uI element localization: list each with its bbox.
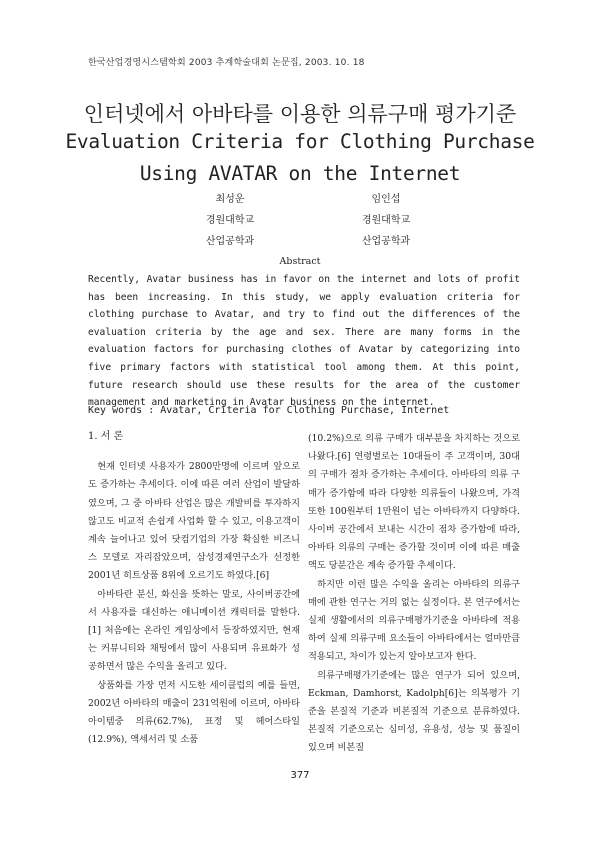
author-department: 산업공학과 xyxy=(361,236,411,247)
title-english-line2: Using AVATAR on the Internet xyxy=(139,162,461,185)
paragraph: 하지만 이런 많은 수익을 올리는 아바타의 의류구매에 관한 연구는 거의 없는 실정이다. 본 연구에서는 실제 생활에서의 의류구매평가기준을 아바타에 적용하여 실제 의류구매 요소들이 아바타에서는 얼마만큼 적용되고, 차이가 있는지 알아보고자 한다. xyxy=(308,578,520,663)
page-number: 377 xyxy=(290,770,310,781)
author-name: 임인섭 xyxy=(371,194,401,205)
paragraph: 현재 인터넷 사용자가 2800만명에 이르며 앞으로도 증가하는 추세이다. 이에 따른 여러 산업이 발달하였으며, 그 중 아바타 산업은 많은 개발비를 투자하지 않고도 비교적 손쉽게 사업화 할 수 있고, 이용고객이 계속 늘어나고 있어 닷컴기업의 가장 확실한 비즈니스 모델로 자리잡았으며, 삼성경제연구소가 선정한 2001년 히트상품 8위에 오르기도 하였다.[6] xyxy=(88,461,300,582)
right-column xyxy=(308,430,520,758)
author-block-2 xyxy=(316,189,456,252)
paragraph: 의류구매평가기준에는 많은 연구가 되어 있으며, Eckman, Damhorst, Kadolph[6]는 의복평가 기준을 본질적 기준과 비본질적 기준으로 분류하였다. 본질적 기준으로는 심미성, 유용성, 성능 및 품질이 있으며 비본질 xyxy=(308,669,520,754)
paragraph: 아바타란 분신, 화신을 뜻하는 말로, 사이버공간에서 사용자를 대신하는 애니메이션 캐릭터를 말한다.[1] 처음에는 온라인 게임상에서 등장하였지만, 현재는 커뮤니티와 채팅에서 많이 사용되며 유료화가 성공하면서 많은 수익을 올리고 있다. xyxy=(88,588,300,673)
paragraph: 상품화를 가장 먼저 시도한 세이클럽의 예를 들면, 2002년 아바타의 매출이 231억원에 이르며, 아바타 아이템중 의류(62.7%), 표정 및 헤어스타일(12.9%), 액세서리 및 소품 xyxy=(88,679,300,746)
left-column xyxy=(88,428,300,749)
author-name: 최성운 xyxy=(215,194,245,205)
paragraph: (10.2%)으로 의류 구매가 대부분을 차지하는 것으로 나왔다.[6] 연령별로는 10대들이 주 고객이며, 30대의 구매가 점차 증가하는 추세이다. 아바타의 의류 구매가 증가함에 따라 다양한 의류들이 나왔으며, 가격 또한 100원부터 1만원이 넘는 아바타까지 다양하다. 사이버 공간에서 보내는 시간이 점차 증가함에 따라, 아바타 의류의 구매는 증가할 것이며 이에 따른 매출액도 당분간은 계속 증가할 추세이다. xyxy=(308,433,520,572)
section-heading: 1. 서 론 xyxy=(88,431,124,442)
abstract-text: Recently, Avatar business has in favor on the internet and lots of profit has been increasing. In this study, we apply evaluation criteria for clothing purchase to Avatar, and try to find out the differences of the evaluation criteria by the age and sex. There are many forms in the evaluation factors for purchasing clothes of Avatar by categorizing into five primary factors with statistical tool among them. At this point, future research should use these results for the area of the customer management and marketing in Avatar business on the internet. xyxy=(88,274,520,409)
author-block-1 xyxy=(160,189,300,252)
author-university: 경원대학교 xyxy=(205,215,255,226)
title-korean: 인터넷에서 아바타를 이용한 의류구매 평가기준 xyxy=(83,102,517,126)
running-header: 한국산업경영시스템학회 2003 추계학술대회 논문집, 2003. 10. 18 xyxy=(88,58,365,68)
title-english-line1: Evaluation Criteria for Clothing Purchase xyxy=(65,130,535,153)
author-university: 경원대학교 xyxy=(361,215,411,226)
abstract-body xyxy=(88,271,520,412)
abstract-heading: Abstract xyxy=(279,256,321,267)
keywords: Key words : Avatar, Criteria for Clothing Purchase, Internet xyxy=(88,405,450,416)
author-department: 산업공학과 xyxy=(205,236,255,247)
